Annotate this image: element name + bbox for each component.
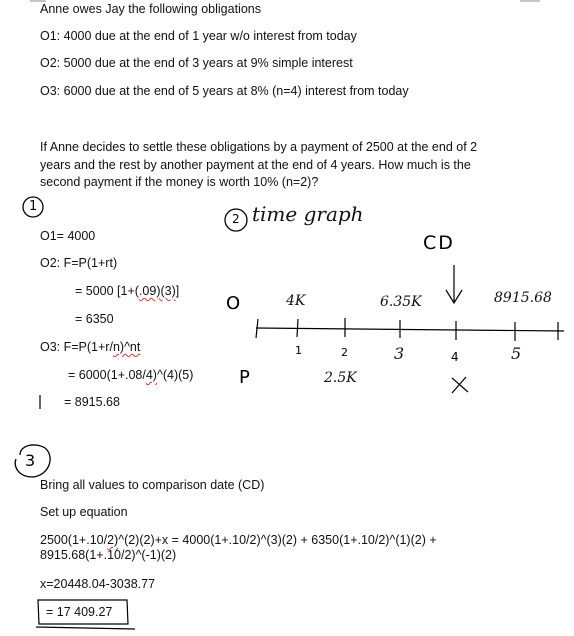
- step2-marker: 2: [232, 212, 240, 226]
- equation-part-b: 2): [107, 533, 119, 547]
- tick-label-2: 2: [341, 346, 348, 359]
- step3-line-2: Set up equation: [40, 505, 128, 519]
- timeline-value-2-5k: 2.5K: [324, 370, 357, 386]
- question-text: If Anne decides to settle these obligations by a payment of 2500 at the end of 2 years and the rest by another payment at the end of 4 years. How much is the second payment if the money is worth 10% (n=2)?: [40, 140, 478, 189]
- o3-sub-part-b: 4): [145, 368, 157, 382]
- obligation-2: O2: 5000 due at the end of 3 years at 9% simple interest: [40, 56, 353, 70]
- step3-marker: 3: [25, 451, 36, 470]
- final-answer: = 17 409.27: [46, 605, 113, 619]
- equation-part-a: 2500(1+.10/: [40, 533, 108, 547]
- cd-label: CD: [423, 232, 455, 254]
- tick-label-4: 4: [451, 350, 459, 364]
- time-graph-title: time graph: [252, 202, 364, 226]
- step1-o2-result: = 6350: [75, 312, 114, 326]
- tick-label-5: 5: [511, 344, 522, 363]
- equation-part-c: ^(2)(2)+x = 4000(1+.10/2)^(3)(2) + 6350(1+.10/2)^(1)(2) + 8915.68(1+.10/2)^(-1)(2): [40, 533, 437, 562]
- o2-sub-part-c: ]: [175, 284, 180, 298]
- step1-o1: O1= 4000: [40, 229, 96, 243]
- o3-sub-part-c: ^(4)(5): [156, 368, 194, 382]
- obligation-1: O1: 4000 due at the end of 1 year w/o interest from today: [40, 29, 357, 43]
- step1-o2-formula: O2: F=P(1+rt): [40, 256, 118, 270]
- x-mark: [452, 377, 468, 393]
- o3-sub-part-a: = 6000(1+.08/: [68, 368, 146, 382]
- label-p: P: [239, 367, 250, 388]
- timeline-value-8915-68: 8915.68: [494, 290, 552, 306]
- o3-formula-part-a: O3: F=P(1+r/: [40, 340, 113, 354]
- step1-marker: 1: [29, 199, 38, 214]
- intro-heading: Anne owes Jay the following obligations: [40, 2, 261, 16]
- step3-x-line: x=20448.04-3038.77: [40, 577, 156, 591]
- tick-label-3: 3: [394, 344, 405, 363]
- o3-formula-part-b: n)^nt: [112, 340, 141, 354]
- o2-sub-part-a: = 5000 [1+(: [75, 284, 139, 298]
- step1-o3-formula: [40, 340, 140, 355]
- timeline-value-6-35k: 6.35K: [380, 294, 422, 310]
- step3-line-1: Bring all values to comparison date (CD): [40, 478, 265, 492]
- step1-o3-substitution: [68, 368, 193, 383]
- label-o: O: [226, 293, 241, 314]
- o2-sub-part-b: .09)(3): [138, 284, 176, 298]
- step1-o2-substitution: [75, 284, 179, 299]
- timeline-axis: [256, 328, 564, 331]
- step1-o3-result: = 8915.68: [64, 395, 120, 409]
- timeline-value-4k: 4K: [286, 293, 306, 309]
- step3-equation: [40, 533, 480, 563]
- tick-label-1: 1: [295, 344, 302, 357]
- obligation-3: O3: 6000 due at the end of 5 years at 8% (n=4) interest from today: [40, 84, 409, 98]
